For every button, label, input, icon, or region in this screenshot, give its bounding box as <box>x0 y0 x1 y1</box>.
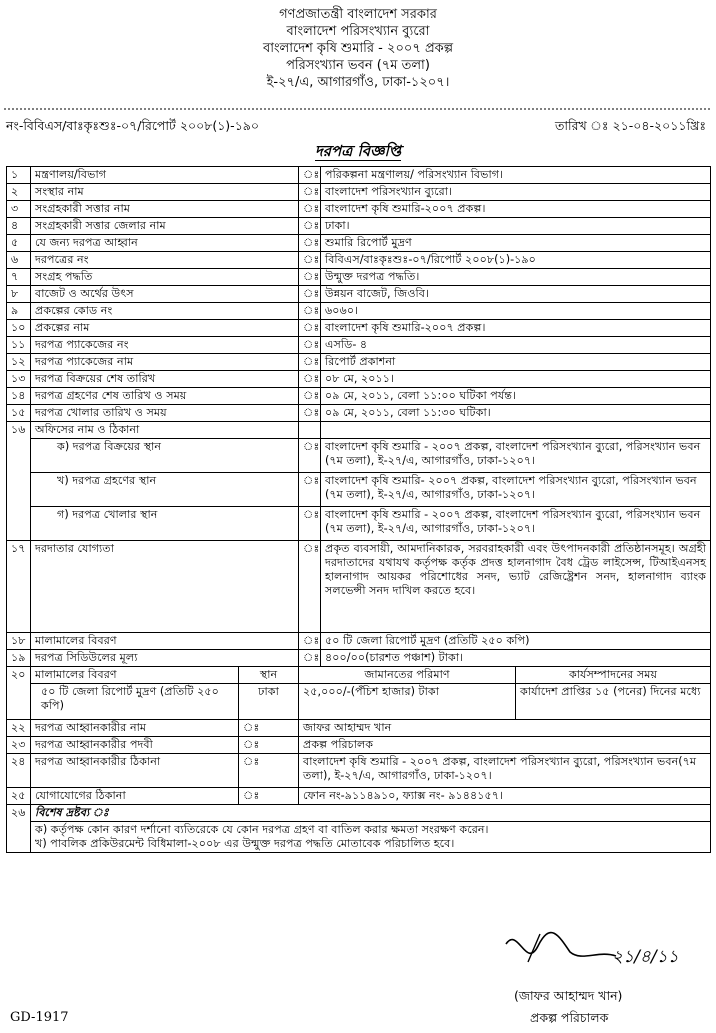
row-value: ০৯ মে, ২০১১, বেলা ১১:০০ ঘটিকা পর্যন্ত। <box>321 388 711 405</box>
separator: ঃ <box>299 337 321 354</box>
row-label: সংগ্রহকারী সত্তার জেলার নাম <box>31 218 299 235</box>
special-note-b: খ) পাবলিক প্রকিউরমেন্ট বিধিমালা-২০০৮ এর উন্মুক্ত দরপত্র পদ্ধতি মোতাবেক পরিচালিত হবে। <box>35 837 455 850</box>
row-number: ১৯ <box>7 650 31 667</box>
row-number: ৮ <box>7 286 31 303</box>
row-number: ১০ <box>7 320 31 337</box>
row-label: বাজেট ও অর্থের উৎস <box>31 286 299 303</box>
table-row <box>7 337 711 354</box>
delivery-place: ঢাকা <box>239 684 299 720</box>
row-label: দরপত্র আহ্বানকারীর ঠিকানা <box>31 754 239 788</box>
reference-line <box>6 118 706 138</box>
row-number: ১৪ <box>7 388 31 405</box>
table-row <box>7 286 711 303</box>
security-amount: ২৫,০০০/-(পঁচিশ হাজার) টাকা <box>299 684 516 720</box>
row-number: ২৬ <box>7 805 31 853</box>
row-label: দরপত্র আহ্বানকারীর নাম <box>31 720 239 737</box>
col-header-place: স্থান <box>239 667 299 684</box>
row-number: ২৩ <box>7 737 31 754</box>
sub-label: খ) দরপত্র গ্রহণের স্থান <box>31 473 299 507</box>
separator: ঃ <box>239 737 299 754</box>
row-label: দরপত্র গ্রহণের শেষ তারিখ ও সময় <box>31 388 299 405</box>
separator: ঃ <box>299 541 321 633</box>
row-value: ০৯ মে, ২০১১, বেলা ১১:৩০ ঘটিকা। <box>321 405 711 422</box>
row-value: ঢাকা। <box>321 218 711 235</box>
table-row <box>7 167 711 184</box>
row-value: বাংলাদেশ কৃষি শুমারি-২০০৭ প্রকল্প। <box>321 320 711 337</box>
row-number: ১৭ <box>7 541 31 633</box>
special-notes <box>31 822 711 853</box>
row-value: উন্মুক্ত দরপত্র পদ্ধতি। <box>321 269 711 286</box>
row-value: ৬০৬০। <box>321 303 711 320</box>
row-value: ৫০ টি জেলা রিপোর্ট মুদ্রণ (প্রতিটি ২৫০ কপি) <box>321 633 711 650</box>
separator: ঃ <box>299 218 321 235</box>
separator: ঃ <box>299 286 321 303</box>
project-line: বাংলাদেশ কৃষি শুমারি - ২০০৭ প্রকল্প <box>262 41 454 56</box>
separator: ঃ <box>239 754 299 788</box>
row-label: প্রকল্পের কোড নং <box>31 303 299 320</box>
row-number: ১৬ <box>7 422 31 541</box>
separator: ঃ <box>239 720 299 737</box>
separator: ঃ <box>299 473 321 507</box>
row-number: ১ <box>7 167 31 184</box>
row-value: রিপোর্ট প্রকাশনা <box>321 354 711 371</box>
separator <box>299 422 321 439</box>
signature-date: ২১/৪/১১ <box>612 947 679 967</box>
bureau-line: বাংলাদেশ পরিসংখ্যান ব্যুরো <box>286 24 430 39</box>
footer-code: GD-1917 <box>10 1010 69 1025</box>
separator: ঃ <box>299 201 321 218</box>
header-dotted-rule <box>0 106 716 112</box>
table-row <box>7 303 711 320</box>
row-value <box>321 422 711 439</box>
row-label: দরপত্র বিক্রয়ের শেষ তারিখ <box>31 371 299 388</box>
row-label: দরপত্রের নং <box>31 252 299 269</box>
table-row <box>7 235 711 252</box>
row-number: ২ <box>7 184 31 201</box>
row-number: ৯ <box>7 303 31 320</box>
sub-value: বাংলাদেশ কৃষি শুমারি - ২০০৭ প্রকল্প, বাংলাদেশ পরিসংখ্যান ব্যুরো, পরিসংখ্যান ভবন (৭ম তলা), ই-২৭/এ, আগারগাঁও, ঢাকা-১২০৭। <box>321 439 711 473</box>
special-note-title: বিশেষ দ্রষ্টব্য ঃ <box>31 805 711 822</box>
row-value: জাফর আহাম্মদ খান <box>299 720 711 737</box>
row-number: ১৫ <box>7 405 31 422</box>
goods-description: ৫০ টি জেলা রিপোর্ট মুদ্রণ (প্রতিটি ২৫০ কপি) <box>31 684 239 720</box>
govt-line: গণপ্রজাতন্ত্রী বাংলাদেশ সরকার <box>279 7 437 22</box>
completion-time: কার্যাদেশ প্রাপ্তির ১৫ (পনের) দিনের মধ্যে <box>516 684 711 720</box>
separator: ঃ <box>299 371 321 388</box>
address-line: ই-২৭/এ, আগারগাঁও, ঢাকা-১২০৭। <box>266 75 450 90</box>
table-row <box>7 184 711 201</box>
table-row <box>7 354 711 371</box>
rows-22-25 <box>7 720 711 805</box>
row-label: সংস্থার নাম <box>31 184 299 201</box>
separator: ঃ <box>239 788 299 805</box>
row-number: ১৩ <box>7 371 31 388</box>
separator: ঃ <box>299 184 321 201</box>
row-label: মন্ত্রণালয়/বিভাগ <box>31 167 299 184</box>
row-number: ৭ <box>7 269 31 286</box>
row-value: বাংলাদেশ কৃষি শুমারি - ২০০৭ প্রকল্প, বাংলাদেশ পরিসংখ্যান ব্যুরো, পরিসংখ্যান ভবন(৭ম তলা), ই-২৭/এ, আগারগাঁও, ঢাকা-১২০৭। <box>299 754 711 788</box>
row-label: দরদাতার যোগ্যতা <box>31 541 299 633</box>
table-row <box>7 252 711 269</box>
separator: ঃ <box>299 507 321 541</box>
page-title <box>0 140 716 165</box>
row-value: বাংলাদেশ পরিসংখ্যান ব্যুরো। <box>321 184 711 201</box>
table-row <box>7 320 711 337</box>
row-label: দরপত্র খোলার তারিখ ও সময় <box>31 405 299 422</box>
row-value: উন্নয়ন বাজেট, জিওবি। <box>321 286 711 303</box>
separator: ঃ <box>299 439 321 473</box>
row-value: শুমারি রিপোর্ট মুদ্রণ <box>321 235 711 252</box>
row-label: দরপত্র সিডিউলের মূল্য <box>31 650 299 667</box>
row-value: ০৮ মে, ২০১১। <box>321 371 711 388</box>
row-16 <box>7 422 711 541</box>
row-number: ২৫ <box>7 788 31 805</box>
row-label: প্রকল্পের নাম <box>31 320 299 337</box>
col-header-completion: কার্যসম্পাদনের সময় <box>516 667 711 684</box>
building-line: পরিসংখ্যান ভবন (৭ম তলা) <box>286 58 430 73</box>
table-row <box>7 201 711 218</box>
row-number: ৫ <box>7 235 31 252</box>
table-row <box>7 218 711 235</box>
row-value: এসডি- ৪ <box>321 337 711 354</box>
separator: ঃ <box>299 235 321 252</box>
row-number: ১৮ <box>7 633 31 650</box>
separator: ঃ <box>299 269 321 286</box>
row-label: সংগ্রহকারী সত্তার নাম <box>31 201 299 218</box>
row-label: দরপত্র প্যাকেজের নং <box>31 337 299 354</box>
row-label: মালামালের বিবরণ <box>31 633 299 650</box>
separator: ঃ <box>299 320 321 337</box>
row-number: ৬ <box>7 252 31 269</box>
row-17 <box>7 541 711 667</box>
table-row <box>7 269 711 286</box>
sub-label: ক) দরপত্র বিক্রয়ের স্থান <box>31 439 299 473</box>
page-title-text: দরপত্র বিজ্ঞপ্তি <box>314 142 402 160</box>
row-value: বিবিএস/বাঃকৃঃশুঃ-০৭/রিপোর্ট ২০০৮(১)-১৯০ <box>321 252 711 269</box>
signatory-designation: প্রকল্প পরিচালক <box>530 1010 609 1025</box>
row-number: ২৪ <box>7 754 31 788</box>
separator: ঃ <box>299 388 321 405</box>
row-number: ২০ <box>7 667 31 720</box>
memo-date: তারিখ ঃ ২১-০৪-২০১১খ্রিঃ <box>555 118 706 133</box>
row-number: ৪ <box>7 218 31 235</box>
signatory-name: (জাফর আহাম্মদ খান) <box>514 988 623 1003</box>
row-label: যে জন্য দরপত্র আহ্বান <box>31 235 299 252</box>
sub-label: গ) দরপত্র খোলার স্থান <box>31 507 299 541</box>
row-value: প্রকৃত ব্যবসায়ী, আমদানিকারক, সরবরাহকারী এবং উৎপাদনকারী প্রতিষ্ঠানসমূহ। অগ্রহী দরদাতাদের যথাযথ কর্তৃপক্ষ কর্তৃক প্রদত্ত হালনাগাদ বৈধ ট্রেড লাইসেন্স, টিআইএনসহ হালনাগাদ আয়কর পরিশোধের সনদ, ভ্যাট রেজিষ্ট্রেশন সনদ, হালনাগাদ ব্যাংক সলভেন্সী সনদ দাখিল করতে হবে। <box>321 541 711 633</box>
row-number: ১২ <box>7 354 31 371</box>
col-header-security: জামানতের পরিমাণ <box>299 667 516 684</box>
table-row <box>7 388 711 405</box>
separator: ঃ <box>299 633 321 650</box>
header <box>0 6 716 91</box>
row-value: ফোন নং-৯১১৪৯১০, ফ্যাক্স নং- ৯১৪৪১৫৭। <box>299 788 711 805</box>
row-label: যোগাযোগের ঠিকানা <box>31 788 239 805</box>
row-value: পরিকল্পনা মন্ত্রণালয়/ পরিসংখ্যান বিভাগ। <box>321 167 711 184</box>
separator: ঃ <box>299 354 321 371</box>
row-label: দরপত্র প্যাকেজের নাম <box>31 354 299 371</box>
memo-number: নং-বিবিএস/বাঃকৃঃশুঃ-০৭/রিপোর্ট ২০০৮(১)-১৯০ <box>6 118 260 133</box>
table-row <box>7 371 711 388</box>
table-row <box>7 405 711 422</box>
row-value: প্রকল্প পরিচালক <box>299 737 711 754</box>
special-note-a: ক) কর্তৃপক্ষ কোন কারণ দর্শানো ব্যতিরেকে যে কোন দরপত্র গ্রহণ বা বাতিল করার ক্ষমতা সংরক্ষণ করেন। <box>35 823 489 836</box>
row-number: ৩ <box>7 201 31 218</box>
sub-value: বাংলাদেশ কৃষি শুমারি- ২০০৭ প্রকল্প, বাংলাদেশ পরিসংখ্যান ব্যুরো, পরিসংখ্যান ভবন (৭ম তলা), ই-২৭/এ, আগারগাঁও, ঢাকা-১২০৭। <box>321 473 711 507</box>
separator: ঃ <box>299 405 321 422</box>
separator: ঃ <box>299 167 321 184</box>
separator: ঃ <box>299 252 321 269</box>
row-label: সংগ্রহ পদ্ধতি <box>31 269 299 286</box>
col-header-description: মালামালের বিবরণ <box>31 667 239 684</box>
row-label: অফিসের নাম ও ঠিকানা <box>31 422 299 439</box>
row-value: ৪০০/০০(চারশত পঞ্চাশ) টাকা। <box>321 650 711 667</box>
row-20 <box>7 667 711 720</box>
row-label: দরপত্র আহ্বানকারীর পদবী <box>31 737 239 754</box>
separator: ঃ <box>299 650 321 667</box>
sub-value: বাংলাদেশ কৃষি শুমারি - ২০০৭ প্রকল্প, বাংলাদেশ পরিসংখ্যান ব্যুরো, পরিসংখ্যান ভবন (৭ম তলা), ই-২৭/এ, আগারগাঁও, ঢাকা-১২০৭। <box>321 507 711 541</box>
row-number: ২২ <box>7 720 31 737</box>
row-value: বাংলাদেশ কৃষি শুমারি-২০০৭ প্রকল্প। <box>321 201 711 218</box>
row-number: ১১ <box>7 337 31 354</box>
separator: ঃ <box>299 303 321 320</box>
tender-table <box>6 166 711 853</box>
row-26 <box>7 805 711 853</box>
